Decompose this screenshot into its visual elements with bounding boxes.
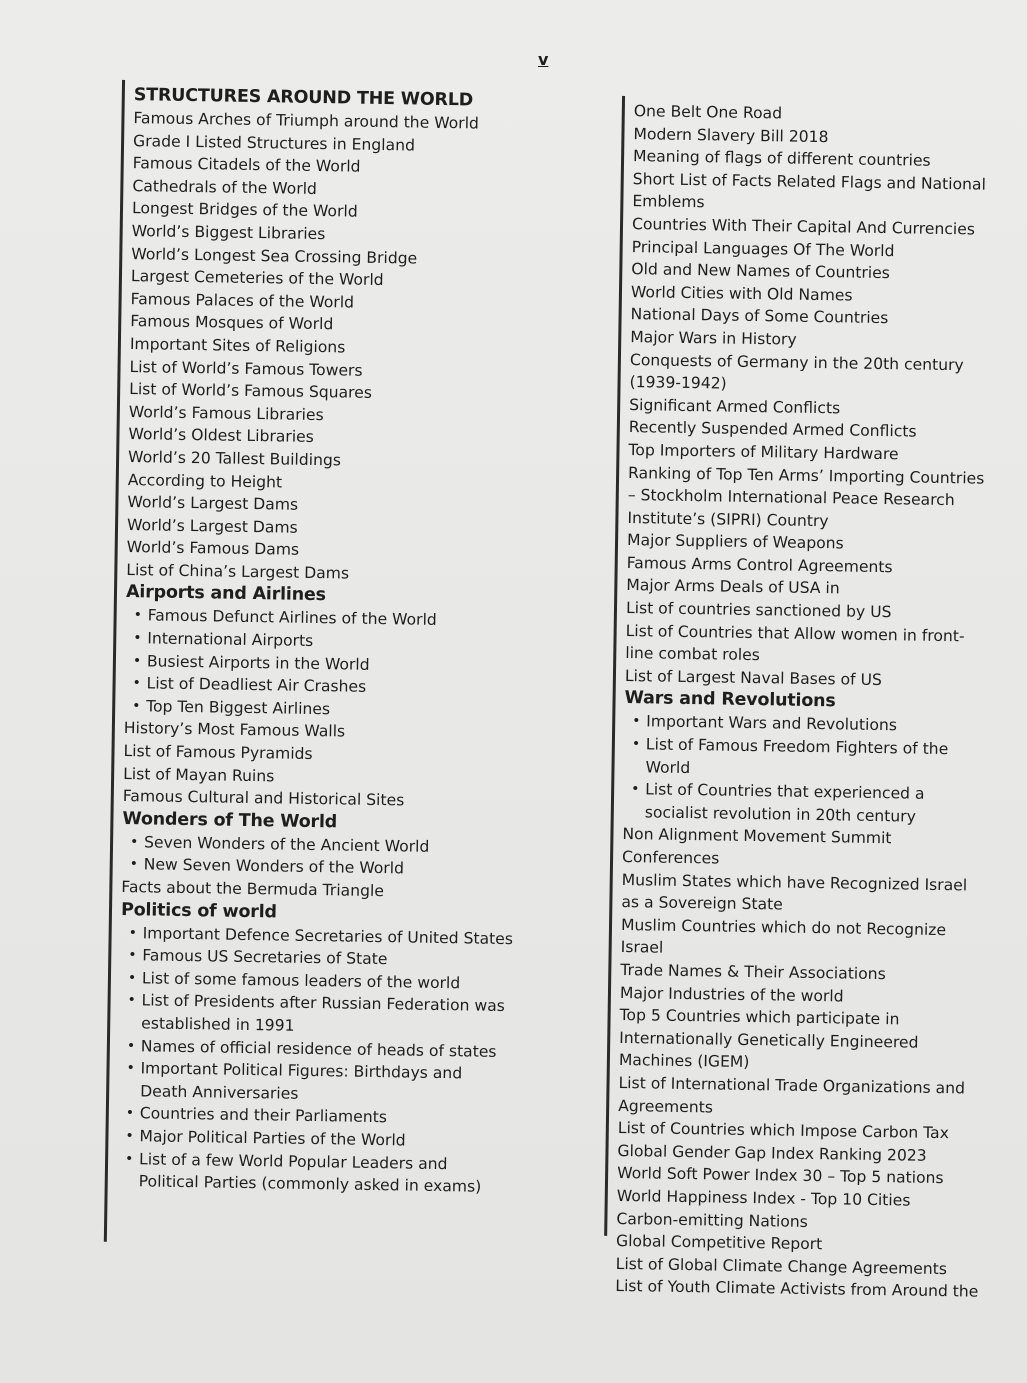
contents-entry: Countries With Their Capital And Currencies <box>631 215 976 239</box>
bullet-entry: • List of Deadliest Air Crashes <box>118 672 518 701</box>
contents-entry: Muslim States which have Recognized Israel as a Sovereign State <box>621 870 968 914</box>
contents-entry: Major Industries of the world <box>619 983 844 1006</box>
bullet-entry: • Famous Defunct Airlines of the World <box>119 604 519 633</box>
bullet-entry: • Famous US Secretaries of State <box>114 944 514 973</box>
contents-entry: World’s Largest Dams <box>126 515 298 537</box>
bullet-entry: • Important Defence Secretaries of United States <box>114 921 514 950</box>
contents-entry: Global Competitive Report <box>615 1232 823 1254</box>
bullet-entry: • List of Famous Freedom Fighters of the World <box>617 733 988 784</box>
contents-entry: Top Importers of Military Hardware <box>628 440 899 464</box>
bullet-entry: • List of Countries that experienced a socialist revolution in 20th century <box>617 778 988 829</box>
contents-entry: List of Mayan Ruins <box>123 764 275 786</box>
bullet-entry: • New Seven Wonders of the World <box>116 853 516 882</box>
contents-entry: List of China’s Largest Dams <box>126 560 350 583</box>
contents-entry: One Belt One Road <box>633 102 783 123</box>
contents-entry: Cathedrals of the World <box>132 176 318 198</box>
bullet-entry: • Important Wars and Revolutions <box>618 710 988 738</box>
contents-entry: Top 5 Countries which participate in Internationally Genetically Engineered Machines (IGEM) <box>618 1006 919 1072</box>
contents-entry: List of Famous Pyramids <box>123 742 313 764</box>
bullet-entry: • List of some famous leaders of the world <box>114 967 514 996</box>
contents-entry: Famous Citadels of the World <box>132 154 361 176</box>
contents-entry: List of Countries that Allow women in front-line combat roles <box>625 621 965 665</box>
contents-entry: Important Sites of Religions <box>129 335 346 357</box>
contents-entry: Famous Arms Control Agreements <box>626 553 893 577</box>
section-heading: STRUCTURES AROUND THE WORLD <box>133 85 474 111</box>
contents-entry: Conquests of Germany in the 20th century (1939-1942) <box>629 350 964 393</box>
contents-entry: Short List of Facts Related Flags and National Emblems <box>632 169 987 212</box>
contents-entry: Non Alignment Movement Summit Conferences <box>621 825 892 868</box>
contents-entry: Largest Cemeteries of the World <box>130 267 384 290</box>
bullet-entry: • International Airports <box>119 627 519 656</box>
contents-entry: List of Youth Climate Activists from Around the <box>615 1277 979 1301</box>
contents-entry: According to Height <box>127 470 283 491</box>
contents-entry: Major Arms Deals of USA in <box>626 576 840 598</box>
contents-entry: World Soft Power Index 30 – Top 5 nations <box>616 1164 944 1188</box>
contents-entry: List of countries sanctioned by US <box>625 599 892 622</box>
left-column-list <box>111 84 528 1199</box>
contents-entry: List of World’s Famous Towers <box>129 357 363 380</box>
bullet-entry: • List of Presidents after Russian Federation was established in 1991 <box>113 989 514 1040</box>
contents-entry: List of Countries which Impose Carbon Tax <box>617 1119 950 1143</box>
contents-entry: World’s Largest Dams <box>127 493 299 514</box>
contents-entry: Trade Names & Their Associations <box>620 960 886 984</box>
contents-entry: Recently Suspended Armed Conflicts <box>628 418 917 441</box>
contents-entry: Famous Palaces of the World <box>130 289 355 312</box>
left-column <box>111 84 528 1199</box>
contents-entry: Famous Arches of Triumph around the World <box>133 109 480 133</box>
section-heading: Wars and Revolutions <box>624 688 836 712</box>
contents-entry: World’s 20 Tallest Buildings <box>128 447 342 470</box>
contents-entry: World’s Famous Libraries <box>128 402 324 424</box>
contents-entry: Carbon-emitting Nations <box>616 1209 808 1231</box>
contents-entry: List of World’s Famous Squares <box>129 380 373 402</box>
section-heading: Wonders of The World <box>122 808 338 833</box>
contents-entry: Famous Mosques of World <box>130 312 334 334</box>
contents-entry: Meaning of flags of different countries <box>632 147 931 170</box>
contents-entry: Grade I Listed Structures in England <box>132 131 416 155</box>
page-number: v <box>538 50 549 69</box>
contents-entry: Muslim Countries which do not Recognize Israel <box>620 915 947 958</box>
contents-entry: Longest Bridges of the World <box>131 199 358 221</box>
contents-entry: World’s Famous Dams <box>126 538 300 560</box>
bullet-entry: • Important Political Figures: Birthdays and Death Anniversaries <box>112 1057 513 1108</box>
contents-entry: Principal Languages Of The World <box>631 237 895 260</box>
contents-entry: Major Suppliers of Weapons <box>626 531 844 553</box>
contents-entry: Major Wars in History <box>630 328 797 349</box>
bullet-entry: • Countries and their Parliaments <box>112 1102 512 1131</box>
section-heading: Airports and Airlines <box>125 582 326 606</box>
bullet-entry: • Seven Wonders of the Ancient World <box>116 831 516 860</box>
contents-entry: World Happiness Index - Top 10 Cities <box>616 1186 911 1210</box>
contents-entry: National Days of Some Countries <box>630 305 889 328</box>
contents-entry: Old and New Names of Countries <box>631 260 891 283</box>
contents-entry: World’s Longest Sea Crossing Bridge <box>131 244 418 268</box>
contents-entry: Facts about the Bermuda Triangle <box>121 877 385 901</box>
contents-entry: World’s Oldest Libraries <box>128 425 314 447</box>
contents-entry: World Cities with Old Names <box>630 282 853 305</box>
contents-entry: Ranking of Top Ten Arms’ Importing Countries – Stockholm International Peace Research Institute’s (SIPRI) Country <box>627 463 985 530</box>
contents-entry: Significant Armed Conflicts <box>629 395 841 418</box>
contents-entry: List of International Trade Organizations and Agreements <box>618 1073 966 1116</box>
contents-entry: History’s Most Famous Walls <box>123 719 346 741</box>
contents-entry: Modern Slavery Bill 2018 <box>633 124 829 146</box>
bullet-entry: • Major Political Parties of the World <box>111 1125 511 1154</box>
bullet-entry: • Names of official residence of heads of states <box>113 1034 513 1063</box>
contents-entry: List of Largest Naval Bases of US <box>624 666 882 689</box>
contents-entry: World’s Biggest Libraries <box>131 222 326 244</box>
right-column <box>609 100 998 1304</box>
contents-entry: Famous Cultural and Historical Sites <box>122 787 405 810</box>
bullet-entry: • Top Ten Biggest Airlines <box>118 695 518 724</box>
bullet-entry: • Busiest Airports in the World <box>119 650 519 679</box>
section-heading: Politics of world <box>120 899 277 923</box>
contents-entry: Global Gender Gap Index Ranking 2023 <box>617 1141 927 1165</box>
right-column-list <box>609 100 998 1304</box>
bullet-entry: • List of a few World Popular Leaders and Political Parties (commonly asked in exams) <box>111 1147 512 1198</box>
contents-entry: List of Global Climate Change Agreements <box>615 1254 948 1278</box>
